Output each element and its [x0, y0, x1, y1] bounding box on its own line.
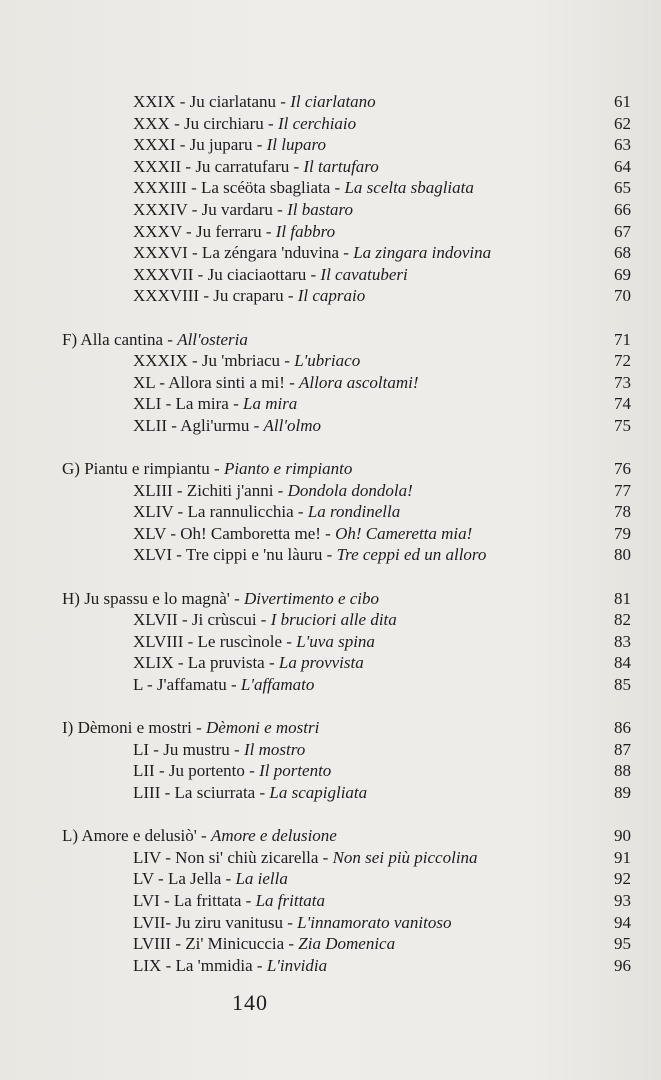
italian-title: La iella [235, 869, 288, 889]
dialect-title: XXX - Ju circhiaru - [133, 113, 278, 133]
italian-title: All'osteria [177, 329, 248, 349]
toc-entry [0, 652, 661, 674]
toc-page-number: 64 [614, 156, 631, 176]
toc-entry [0, 674, 661, 696]
italian-title: Oh! Cameretta mia! [335, 523, 473, 543]
toc-entry [0, 350, 661, 372]
toc-page-number: 96 [614, 955, 631, 975]
dialect-title: LV - La Jella - [133, 869, 236, 889]
italian-title: La frittata [255, 890, 326, 910]
toc-entry-title [62, 588, 379, 610]
dialect-title: LVII- Ju ziru vanitusu - [133, 912, 298, 932]
dialect-title: LII - Ju portento - [133, 761, 260, 781]
toc-page-number: 62 [614, 113, 631, 133]
dialect-title: I) Dèmoni e mostri - [62, 718, 206, 738]
italian-title: La scapigliata [269, 783, 368, 802]
toc-entry [0, 739, 661, 761]
dialect-title: XLVII - Ji crùscui - [133, 610, 271, 630]
italian-title: I bruciori alle dita [270, 610, 397, 630]
toc-entry-title [133, 134, 326, 156]
toc-page-number: 77 [614, 480, 631, 500]
toc-page-number: 61 [614, 92, 631, 111]
italian-title: L'uva spina [296, 631, 375, 651]
toc-entry-title [62, 825, 337, 847]
italian-title: Pianto e rimpianto [223, 459, 353, 479]
dialect-title: F) Alla cantina - [62, 329, 178, 349]
toc-entry [0, 544, 661, 566]
toc-entry [0, 221, 661, 243]
toc-entry [0, 242, 661, 264]
toc-entry [0, 523, 661, 545]
toc-entry-title [133, 739, 305, 761]
italian-title: L'ubriaco [294, 351, 361, 371]
italian-title: La scelta sbagliata [344, 178, 474, 198]
italian-title: Il mostro [243, 739, 306, 759]
toc-page-number: 86 [614, 718, 631, 738]
toc-page-number: 94 [614, 912, 631, 932]
italian-title: Dondola dondola! [287, 480, 413, 500]
toc-page-number: 95 [614, 934, 631, 954]
toc-entry-title [133, 847, 478, 869]
italian-title: L'invidia [266, 955, 328, 975]
dialect-title: XXXIII - La scéöta sbagliata - [133, 178, 345, 198]
toc-page-number: 82 [614, 610, 631, 630]
dialect-title: XXXVII - Ju ciaciaottaru - [133, 264, 321, 284]
toc-entry-title [62, 717, 319, 739]
dialect-title: XLV - Oh! Camboretta me! - [133, 523, 336, 543]
dialect-title: L) Amore e delusiò' - [62, 826, 211, 846]
toc-page-number: 91 [614, 847, 631, 867]
dialect-title: XLII - Agli'urmu - [133, 415, 264, 435]
toc-page-number: 90 [614, 826, 631, 846]
toc-page-number: 63 [614, 135, 631, 155]
dialect-title: LIX - La 'mmidia - [133, 955, 267, 975]
italian-title: Allora ascoltami! [299, 372, 419, 392]
toc-entry-title [62, 458, 352, 480]
toc-entry-title [133, 523, 472, 545]
toc-entry-title [133, 113, 356, 135]
toc-page-number: 89 [614, 783, 631, 802]
toc-entry [0, 501, 661, 523]
dialect-title: LVIII - Zi' Minicuccia - [133, 934, 299, 954]
toc-entry [0, 156, 661, 178]
toc-entry-title [133, 868, 288, 890]
toc-entry-title [133, 544, 486, 566]
toc-entry-title [133, 285, 365, 307]
italian-title: Tre ceppi ed un alloro [336, 545, 487, 565]
table-of-contents [0, 91, 661, 976]
toc-entry-title [133, 199, 353, 221]
toc-entry [0, 199, 661, 221]
toc-entry-title [133, 782, 367, 804]
italian-title: Il bastaro [287, 199, 354, 219]
toc-page-number: 66 [614, 199, 631, 219]
toc-page-number: 68 [614, 243, 631, 263]
toc-entry-title [133, 221, 335, 243]
toc-entry [0, 393, 661, 415]
section-gap [0, 566, 661, 588]
toc-page-number: 79 [614, 523, 631, 543]
italian-title: Non sei più piccolina [332, 847, 478, 867]
dialect-title: XLIII - Zichiti j'anni - [133, 480, 288, 500]
toc-page-number: 73 [614, 372, 631, 392]
italian-title: Il luparo [266, 135, 326, 155]
toc-page-number: 87 [614, 739, 631, 759]
toc-entry [0, 609, 661, 631]
dialect-title: LI - Ju mustru - [133, 739, 244, 759]
toc-entry-title [133, 91, 376, 113]
toc-entry-title [62, 329, 248, 351]
italian-title: Amore e delusione [210, 826, 337, 846]
toc-entry-title [133, 177, 474, 199]
toc-page-number: 69 [614, 264, 631, 284]
toc-entry [0, 912, 661, 934]
toc-section-heading [0, 458, 661, 480]
dialect-title: XXXV - Ju ferraru - [133, 221, 276, 241]
toc-entry-title [133, 652, 364, 674]
toc-entry-title [133, 760, 331, 782]
toc-section-heading [0, 329, 661, 351]
toc-entry [0, 890, 661, 912]
italian-title: Il capraio [297, 286, 366, 306]
italian-title: La zingara indovina [353, 243, 492, 263]
dialect-title: XXXVIII - Ju craparu - [133, 286, 298, 306]
section-gap [0, 437, 661, 459]
toc-entry [0, 631, 661, 653]
toc-entry [0, 91, 661, 113]
toc-entry-title [133, 393, 297, 415]
dialect-title: H) Ju spassu e lo magnà' - [62, 588, 245, 608]
dialect-title: XLIX - La pruvista - [133, 653, 279, 673]
dialect-title: L - J'affamatu - [133, 675, 241, 695]
toc-section-heading [0, 717, 661, 739]
toc-page-number: 85 [614, 675, 631, 695]
italian-title: Dèmoni e mostri [206, 718, 320, 738]
toc-entry [0, 847, 661, 869]
toc-entry-title [133, 674, 314, 696]
toc-entry-title [133, 350, 360, 372]
toc-entry-title [133, 631, 375, 653]
italian-title: La rondinella [307, 502, 401, 522]
toc-entry-title [133, 955, 327, 977]
toc-entry [0, 372, 661, 394]
dialect-title: XLI - La mira - [133, 394, 243, 414]
toc-entry-title [133, 609, 397, 631]
dialect-title: XLVIII - Le ruscìnole - [133, 631, 297, 651]
italian-title: Il cerchiaio [277, 113, 357, 133]
toc-page-number: 93 [614, 890, 631, 910]
toc-entry-title [133, 372, 419, 394]
section-gap [0, 696, 661, 718]
toc-page-number: 74 [614, 394, 631, 414]
toc-page-number: 65 [614, 178, 631, 198]
italian-title: Il fabbro [275, 221, 336, 241]
italian-title: Il tartufaro [303, 156, 379, 176]
italian-title: Il portento [259, 761, 332, 781]
toc-page-number: 80 [614, 545, 631, 565]
toc-page-number: 83 [614, 631, 631, 651]
toc-entry [0, 415, 661, 437]
dialect-title: LIII - La sciurrata - [133, 783, 270, 802]
toc-entry [0, 955, 661, 977]
italian-title: L'affamato [240, 675, 315, 695]
section-gap [0, 804, 661, 826]
toc-entry [0, 264, 661, 286]
toc-entry [0, 134, 661, 156]
toc-page-number: 88 [614, 761, 631, 781]
toc-entry [0, 868, 661, 890]
toc-page-number: 76 [614, 459, 631, 479]
toc-entry-title [133, 933, 395, 955]
toc-section-heading [0, 825, 661, 847]
toc-entry [0, 285, 661, 307]
toc-page-number: 78 [614, 502, 631, 522]
italian-title: Il cavatuberi [320, 264, 408, 284]
italian-title: All'olmo [263, 415, 322, 435]
toc-entry-title [133, 156, 379, 178]
toc-entry [0, 933, 661, 955]
section-gap [0, 307, 661, 329]
toc-entry [0, 177, 661, 199]
italian-title: Zia Domenica [298, 934, 396, 954]
toc-entry-title [133, 242, 491, 264]
toc-entry-title [133, 890, 325, 912]
dialect-title: XXXIX - Ju 'mbriacu - [133, 351, 295, 371]
dialect-title: XLVI - Tre cippi e 'nu làuru - [133, 545, 337, 565]
toc-entry-title [133, 912, 451, 934]
dialect-title: XXXI - Ju juparu - [133, 135, 267, 155]
italian-title: La provvista [278, 653, 364, 673]
toc-page-number: 92 [614, 869, 631, 889]
italian-title: Divertimento e cibo [244, 588, 380, 608]
toc-page-number: 81 [614, 588, 631, 608]
toc-page-number: 67 [614, 221, 631, 241]
dialect-title: XXXIV - Ju vardaru - [133, 199, 288, 219]
toc-entry [0, 113, 661, 135]
toc-page-number: 84 [614, 653, 631, 673]
dialect-title: LIV - Non si' chiù zicarella - [133, 847, 333, 867]
italian-title: Il ciarlatano [290, 92, 376, 111]
dialect-title: XLIV - La rannulicchia - [133, 502, 308, 522]
dialect-title: XXIX - Ju ciarlatanu - [133, 92, 291, 111]
dialect-title: LVI - La frittata - [133, 890, 256, 910]
toc-page-number: 70 [614, 286, 631, 306]
page-number: 140 [232, 990, 268, 1015]
toc-entry [0, 782, 661, 804]
toc-page-number: 72 [614, 351, 631, 371]
dialect-title: G) Piantu e rimpiantu - [62, 459, 224, 479]
toc-entry-title [133, 415, 321, 437]
toc-entry [0, 480, 661, 502]
toc-entry-title [133, 480, 413, 502]
toc-entry-title [133, 264, 408, 286]
italian-title: La mira [242, 394, 298, 414]
dialect-title: XL - Allora sinti a mi! - [133, 372, 300, 392]
italian-title: L'innamorato vanitoso [297, 912, 452, 932]
toc-entry [0, 760, 661, 782]
dialect-title: XXXVI - La zéngara 'nduvina - [133, 243, 354, 263]
toc-page-number: 71 [614, 329, 631, 349]
toc-page-number: 75 [614, 415, 631, 435]
toc-entry-title [133, 501, 400, 523]
dialect-title: XXXII - Ju carratufaru - [133, 156, 304, 176]
toc-section-heading [0, 588, 661, 610]
